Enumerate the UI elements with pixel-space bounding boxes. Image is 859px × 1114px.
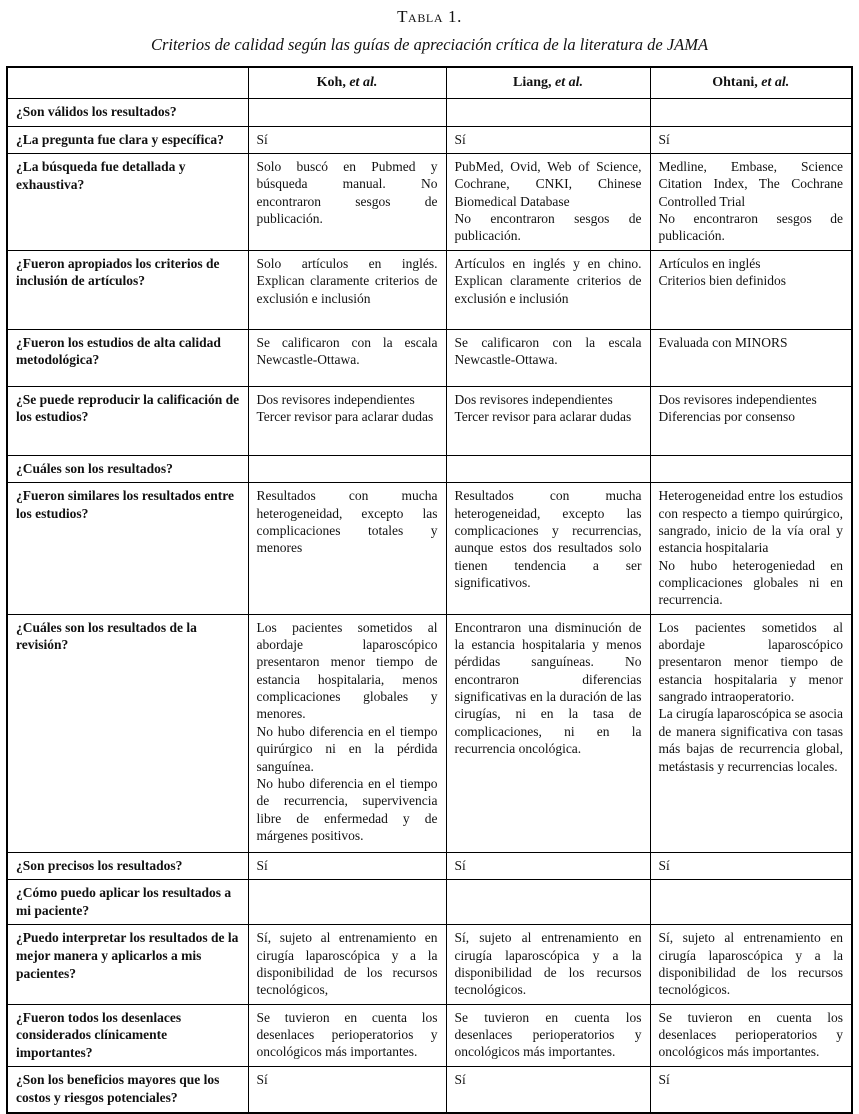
answer-cell [446,880,650,925]
answer-cell [446,154,650,251]
answer-paragraph: Se tuvieron en cuenta los desenlaces perioperatorios y oncológicos más importantes. [256,1009,438,1060]
question-cell: ¿Fueron apropiados los criterios de inclusión de artículos? [7,250,248,329]
question-cell: ¿Cuáles son los resultados de la revisión? [7,614,248,852]
table-row [7,250,852,329]
answer-cell [650,483,852,614]
answer-cell [650,99,852,127]
answer-paragraph: No hubo diferencia en el tiempo quirúrgico ni en la pérdida sanguínea. [256,723,438,774]
answer-cell [248,250,446,329]
question-cell: ¿Fueron todos los desenlaces considerados clínicamente importantes? [7,1004,248,1067]
answer-cell [248,1004,446,1067]
table-row [7,483,852,614]
answer-paragraph: PubMed, Ovid, Web of Science, Cochrane, CNKI, Chinese Biomedical Database [454,159,642,209]
table-row [7,852,852,880]
column-header [248,67,446,99]
table-body [7,99,852,1113]
answer-cell [446,483,650,614]
answer-cell [446,386,650,455]
answer-paragraph: Los pacientes sometidos al abordaje laparoscópico presentaron menor tiempo de estancia hospitalaria y menor sangrado intraoperatorio. [658,619,843,705]
question-cell: ¿Se puede reproducir la calificación de los estudios? [7,386,248,455]
column-header [650,67,852,99]
answer-paragraph: No hubo heterogeniedad en complicaciones globales ni en recurrencia. [658,557,843,608]
question-cell: ¿Fueron similares los resultados entre los estudios? [7,483,248,614]
table-row [7,386,852,455]
answer-cell [248,455,446,483]
table-row [7,1067,852,1113]
answer-cell [446,250,650,329]
answer-paragraph: Sí, sujeto al entrenamiento en cirugía laparoscópica y a la disponibilidad de los recursos tecnológicos. [658,930,843,998]
answer-paragraph: Sí [658,131,670,147]
answer-cell [446,925,650,1004]
question-cell: ¿Son válidos los resultados? [7,99,248,127]
et-al-label: et al. [555,75,583,90]
et-al-label: et al. [761,75,790,90]
table-row [7,1004,852,1067]
answer-paragraph: Solo artículos en inglés. Explican claramente criterios de exclusión e inclusión [256,255,438,306]
answer-cell [248,99,446,127]
table-row [7,455,852,483]
answer-paragraph: Sí [658,1072,670,1088]
table-row [7,154,852,251]
question-cell: ¿Puedo interpretar los resultados de la mejor manera y aplicarlos a mis pacientes? [7,925,248,1004]
answer-paragraph: La cirugía laparoscópica se asocia de manera significativa con tasas más bajas de recurrencia global, metástasis y recurrencias locales. [658,706,843,774]
answer-paragraph: No encontraron sesgos de publicación. [658,211,843,244]
answer-cell [446,329,650,386]
answer-cell [650,250,852,329]
answer-paragraph: Los pacientes sometidos al abordaje laparoscópico presentaron menor tiempo de estancia hospitalaria, menos complicaciones globales y menores. [256,619,438,722]
answer-paragraph: Resultados con mucha heterogeneidad, excepto las complicaciones totales y menores [256,488,438,556]
answer-paragraph: Tercer revisor para aclarar dudas [256,409,434,425]
answer-cell [446,99,650,127]
question-cell: ¿Son los beneficios mayores que los costos y riesgos potenciales? [7,1067,248,1113]
question-cell: ¿Cuáles son los resultados? [7,455,248,483]
table-row [7,925,852,1004]
answer-paragraph: Sí [454,131,466,147]
answer-cell [650,880,852,925]
answer-paragraph: No hubo diferencia en el tiempo de recurrencia, supervivencia libre de enfermedad y de márgenes positivos. [256,775,438,843]
table-row [7,614,852,852]
answer-paragraph: Se calificaron con la escala Newcastle-Ottawa. [454,334,642,368]
corner-header-cell [7,67,248,99]
table-row [7,126,852,154]
answer-paragraph: Dos revisores independientes [256,391,415,407]
jama-criteria-table [6,66,853,1114]
answer-cell [446,852,650,880]
answer-paragraph: Dos revisores independientes [658,391,817,407]
answer-cell [650,154,852,251]
question-cell: ¿Son precisos los resultados? [7,852,248,880]
answer-cell [650,126,852,154]
answer-paragraph: Sí [256,857,268,873]
answer-cell [248,1067,446,1113]
answer-paragraph: Resultados con mucha heterogeneidad, excepto las complicaciones y recurrencias, aunque estos dos resultados solo tienen tendencia a ser significativos. [454,488,642,591]
answer-paragraph: Tercer revisor para aclarar dudas [454,409,632,425]
answer-paragraph: Artículos en inglés y en chino. Explican claramente criterios de exclusión e inclusión [454,255,642,306]
answer-paragraph: Medline, Embase, Science Citation Index, The Cochrane Controlled Trial [658,159,843,209]
table-header-row [7,67,852,99]
author-name: Koh, [316,75,350,90]
answer-paragraph: Dos revisores independientes [454,391,613,407]
table-row [7,880,852,925]
table-row [7,99,852,127]
answer-cell [650,455,852,483]
question-cell: ¿La búsqueda fue detallada y exhaustiva? [7,154,248,251]
answer-cell [248,925,446,1004]
answer-cell [446,614,650,852]
answer-cell [650,925,852,1004]
question-cell: ¿Fueron los estudios de alta calidad metodológica? [7,329,248,386]
answer-paragraph: Se calificaron con la escala Newcastle-Ottawa. [256,334,438,368]
answer-paragraph: Se tuvieron en cuenta los desenlaces perioperatorios y oncológicos más importantes. [454,1009,642,1060]
answer-cell [248,329,446,386]
question-cell: ¿La pregunta fue clara y específica? [7,126,248,154]
answer-cell [650,1004,852,1067]
answer-paragraph: Diferencias por consenso [658,409,795,425]
answer-paragraph: Sí, sujeto al entrenamiento en cirugía laparoscópica y a la disponibilidad de los recursos tecnológicos. [454,930,642,998]
answer-paragraph: Encontraron una disminución de la estancia hospitalaria y menos pérdidas sanguíneas. No encontraron diferencias significativas en la duración de las cirugías, ni en la tasa de complicaciones, ni en la recurrencia oncológica. [454,619,642,757]
answer-paragraph: Sí [256,131,268,147]
answer-paragraph: Sí [658,857,670,873]
et-al-label: et al. [349,75,378,90]
table-title: Tabla 1. [397,7,462,26]
answer-cell [446,126,650,154]
answer-paragraph: Sí [454,857,466,873]
answer-paragraph: Criterios bien definidos [658,273,786,289]
answer-paragraph: Evaluada con MINORS [658,334,788,350]
question-cell: ¿Cómo puedo aplicar los resultados a mi paciente? [7,880,248,925]
author-name: Ohtani, [712,75,762,90]
answer-paragraph: Sí [256,1072,268,1088]
answer-paragraph: Solo buscó en Pubmed y búsqueda manual. No encontraron sesgos de publicación. [256,159,438,227]
answer-cell [248,386,446,455]
answer-cell [248,614,446,852]
table-subtitle: Criterios de calidad según las guías de apreciación crítica de la literatura de JAMA [150,35,709,54]
answer-cell [446,1004,650,1067]
answer-cell [446,1067,650,1113]
answer-cell [650,329,852,386]
answer-cell [446,455,650,483]
answer-cell [650,1067,852,1113]
header-row [7,67,852,99]
answer-paragraph: Artículos en inglés [658,255,761,271]
answer-paragraph: Heterogeneidad entre los estudios con respecto a tiempo quirúrgico, sangrado, inicio de la vía oral y estancia hospitalaria [658,488,843,556]
answer-cell [650,386,852,455]
answer-cell [248,483,446,614]
table-row [7,329,852,386]
answer-cell [248,852,446,880]
answer-cell [248,126,446,154]
answer-cell [650,852,852,880]
answer-cell [650,614,852,852]
answer-paragraph: No encontraron sesgos de publicación. [454,211,642,244]
answer-paragraph: Sí, sujeto al entrenamiento en cirugía laparoscópica y a la disponibilidad de los recursos tecnológicos, [256,930,438,998]
answer-cell [248,880,446,925]
author-name: Liang, [512,75,555,90]
answer-cell [248,154,446,251]
answer-paragraph: Sí [454,1072,466,1088]
answer-paragraph: Se tuvieron en cuenta los desenlaces perioperatorios y oncológicos más importantes. [658,1009,843,1060]
column-header [446,67,650,99]
